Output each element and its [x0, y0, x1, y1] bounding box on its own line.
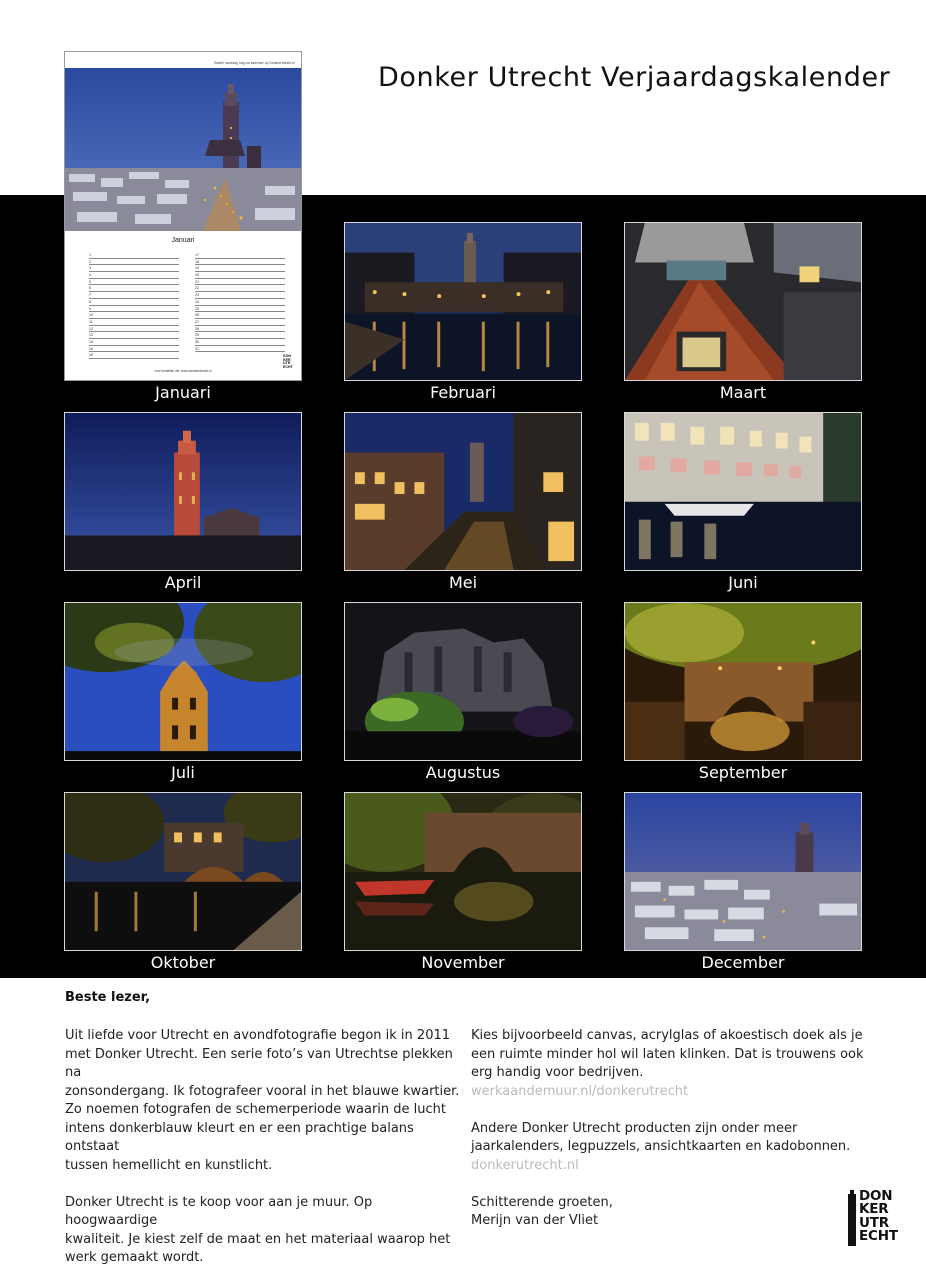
month-label-september: September	[698, 763, 788, 782]
month-label-oktober: Oktober	[150, 953, 216, 972]
photo-april	[64, 412, 302, 571]
letter-line: Donker Utrecht is te koop voor aan je muur. Op hoogwaardige	[65, 1194, 373, 1228]
month-label-maart: Maart	[719, 383, 767, 402]
calendar-day-line	[89, 265, 179, 272]
calendar-day-line	[195, 299, 285, 306]
photo-augustus	[344, 602, 582, 761]
calendar-day-number: 13	[89, 333, 93, 338]
month-label-juni: Juni	[728, 573, 758, 592]
calendar-day-line	[195, 312, 285, 319]
photo-november	[344, 792, 582, 951]
month-label-november: November	[421, 953, 505, 972]
calendar-day-line	[195, 265, 285, 272]
photo-december	[624, 792, 862, 951]
calendar-day-line	[89, 339, 179, 346]
letter-line: zonsondergang. Ik fotografeer vooral in het blauwe kwartier.	[65, 1083, 460, 1099]
calendar-day-line	[195, 252, 285, 259]
month-label-juli: Juli	[171, 763, 195, 782]
calendar-day-number: 24	[195, 299, 199, 304]
letter-left-column	[65, 1027, 460, 1268]
calendar-day-line	[195, 272, 285, 279]
calendar-footer-text: voor bestellen zie: www.donkerutrecht.nl	[154, 369, 212, 373]
calendar-day-number: 27	[195, 319, 199, 324]
calendar-day-number: 21	[195, 279, 199, 284]
calendar-day-line	[89, 326, 179, 333]
calendar-day-number: 19	[195, 266, 199, 271]
calendar-day-number: 8	[89, 299, 91, 304]
calendar-day-number: 25	[195, 306, 199, 311]
calendar-day-line	[195, 339, 285, 346]
calendar-day-line	[89, 312, 179, 319]
letter-line: tussen hemellicht en kunstlicht.	[65, 1157, 273, 1173]
letter-signature: Merijn van der Vliet	[471, 1213, 599, 1228]
calendar-day-line	[195, 306, 285, 313]
month-label-december: December	[701, 953, 785, 972]
calendar-day-number: 23	[195, 293, 199, 298]
letter-line: Uit liefde voor Utrecht en avondfotografie begon ik in 2011	[65, 1028, 451, 1043]
calendar-day-number: 20	[195, 273, 199, 278]
letter-greeting: Beste lezer,	[65, 990, 151, 1005]
calendar-day-number: 31	[195, 346, 199, 351]
calendar-day-line	[89, 346, 179, 353]
logo-word: ECHT	[859, 1227, 898, 1244]
month-label-augustus: Augustus	[425, 763, 501, 782]
calendar-logo-line: DON	[283, 354, 291, 358]
calendar-day-number: 7	[89, 293, 91, 298]
page-title: Donker Utrecht Verjaardagskalender	[378, 62, 891, 93]
donkerutrecht-link[interactable]: donkerutrecht.nl	[471, 1157, 579, 1173]
calendar-day-number: 28	[195, 326, 199, 331]
donker-utrecht-logo	[848, 1188, 898, 1246]
calendar-day-number: 11	[89, 319, 93, 324]
calendar-day-number: 14	[89, 339, 93, 344]
letter-line: kwaliteit. Je kiest zelf de maat en het materiaal waarop het	[65, 1231, 451, 1247]
calendar-day-line	[195, 332, 285, 339]
calendar-day-number: 1	[89, 253, 91, 257]
calendar-day-line	[195, 326, 285, 333]
calendar-logo-line: KER	[283, 357, 291, 362]
calendar-logo-line: UTR	[283, 361, 291, 366]
photo-maart	[624, 222, 862, 381]
letter-line: Kies bijvoorbeeld canvas, acrylglas of akoestisch doek als je	[471, 1028, 863, 1043]
letter-line: Andere Donker Utrecht producten zijn onder meer	[471, 1120, 798, 1136]
calendar-day-line	[89, 319, 179, 326]
calendar-logo	[283, 355, 295, 370]
letter-line: erg handig voor bedrijven.	[471, 1065, 644, 1080]
letter-line: een ruimte minder hol wil laten klinken. Dat is trouwens ook	[471, 1046, 864, 1062]
calendar-preview-january	[64, 51, 302, 381]
calendar-day-number: 2	[89, 259, 91, 264]
calendar-day-line	[195, 285, 285, 292]
calendar-day-line	[195, 259, 285, 266]
calendar-day-line	[195, 346, 285, 353]
calendar-logo-line: ECHT	[283, 365, 293, 370]
calendar-day-line	[89, 352, 179, 359]
photo-februari	[344, 222, 582, 381]
calendar-day-number: 18	[195, 259, 199, 264]
logo-word: UTR	[859, 1214, 889, 1231]
calendar-day-line	[89, 299, 179, 306]
month-label-april: April	[164, 573, 202, 592]
calendar-day-line	[89, 306, 179, 313]
calendar-day-line	[89, 292, 179, 299]
calendar-day-number: 10	[89, 313, 93, 318]
calendar-day-list-right	[195, 252, 285, 352]
letter-line: werk gemaakt wordt.	[65, 1250, 204, 1265]
calendar-day-number: 12	[89, 326, 93, 331]
calendar-day-number: 15	[89, 346, 93, 351]
logo-word: DON	[859, 1188, 893, 1204]
calendar-day-number: 22	[195, 286, 199, 291]
letter-line: jaarkalenders, legpuzzels, ansichtkaarten en kadobonnen.	[471, 1139, 851, 1154]
calendar-month-name: Januari	[171, 237, 195, 244]
logo-word: KER	[859, 1201, 889, 1218]
calendar-day-number: 4	[89, 273, 91, 278]
calendar-day-number: 6	[89, 286, 91, 291]
photo-oktober	[64, 792, 302, 951]
calendar-photo	[65, 68, 301, 231]
calendar-day-number: 30	[195, 339, 199, 344]
letter-line: intens donkerblauw kleurt en er een prachtige balans ontstaat	[65, 1120, 414, 1154]
month-label-januari: Januari	[155, 383, 211, 402]
calendar-day-number: 9	[89, 306, 91, 311]
letter-closing: Schitterende groeten,	[471, 1194, 613, 1210]
photo-juli	[64, 602, 302, 761]
calendar-day-line	[89, 332, 179, 339]
calendar-day-number: 17	[195, 253, 199, 257]
calendar-day-line	[89, 285, 179, 292]
letter-right-column	[471, 1027, 871, 1231]
calendar-day-number: 5	[89, 279, 91, 284]
calendar-day-number: 16	[89, 353, 93, 358]
calendar-day-line	[89, 279, 179, 286]
photo-juni	[624, 412, 862, 571]
werkaandemuur-link[interactable]: werkaandemuur.nl/donkerutrecht	[471, 1083, 689, 1099]
photo-september	[624, 602, 862, 761]
calendar-day-number: 3	[89, 266, 91, 271]
month-label-mei: Mei	[448, 573, 478, 592]
letter-line: Zo noemen fotografen de schemerperiode waarin de lucht	[65, 1102, 447, 1117]
calendar-day-line	[195, 292, 285, 299]
calendar-day-number: 29	[195, 333, 199, 338]
calendar-day-number: 26	[195, 313, 199, 318]
calendar-day-list-left	[89, 252, 179, 359]
calendar-day-line	[89, 259, 179, 266]
letter-line: met Donker Utrecht. Een serie foto’s van Utrechtse plekken na	[65, 1046, 453, 1080]
calendar-header-strip	[65, 52, 301, 68]
calendar-day-line	[89, 272, 179, 279]
calendar-strip-text: Bestel vandaag nog uw kalender op DonkerUtrecht.nl	[214, 61, 295, 65]
calendar-day-line	[89, 252, 179, 259]
calendar-day-line	[195, 279, 285, 286]
calendar-day-line	[195, 319, 285, 326]
photo-mei	[344, 412, 582, 571]
month-label-februari: Februari	[430, 383, 496, 402]
